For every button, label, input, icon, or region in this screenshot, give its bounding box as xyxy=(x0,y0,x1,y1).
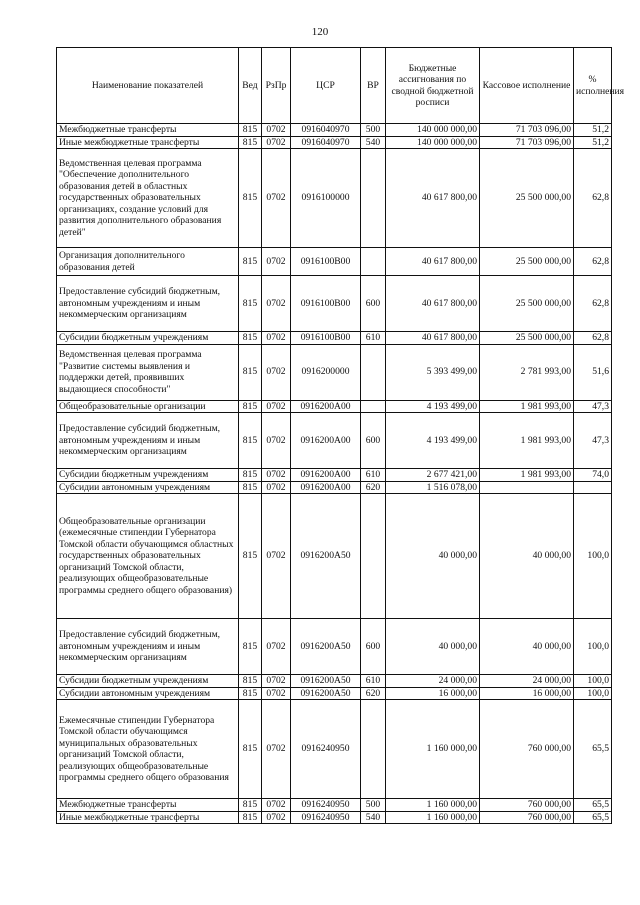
cell-rzpr: 0702 xyxy=(262,811,291,824)
cell-cash: 1 981 993,00 xyxy=(480,469,574,482)
cell-csr: 0916100В00 xyxy=(291,276,361,332)
table-row xyxy=(57,124,612,137)
cell-vr: 600 xyxy=(361,619,386,675)
cell-csr: 0916200А50 xyxy=(291,494,361,619)
cell-pct: 51,2 xyxy=(574,136,612,149)
table-row xyxy=(57,675,612,688)
cell-pct: 100,0 xyxy=(574,675,612,688)
cell-vr: 540 xyxy=(361,811,386,824)
cell-csr: 0916240950 xyxy=(291,811,361,824)
cell-cash xyxy=(480,481,574,494)
header-vr: ВР xyxy=(361,48,386,124)
cell-pct: 65,5 xyxy=(574,799,612,812)
cell-vr: 540 xyxy=(361,136,386,149)
cell-ved: 815 xyxy=(239,124,262,137)
table-row xyxy=(57,469,612,482)
table-row xyxy=(57,619,612,675)
cell-cash: 760 000,00 xyxy=(480,799,574,812)
cell-budget: 40 000,00 xyxy=(386,619,480,675)
cell-name: Ведомственная целевая программа "Развитие системы выявления и поддержки детей, проявивших выдающиеся способности" xyxy=(57,344,239,400)
cell-ved: 815 xyxy=(239,469,262,482)
cell-rzpr: 0702 xyxy=(262,248,291,276)
table-body xyxy=(57,124,612,824)
cell-ved: 815 xyxy=(239,344,262,400)
cell-ved: 815 xyxy=(239,149,262,248)
cell-ved: 815 xyxy=(239,687,262,700)
cell-ved: 815 xyxy=(239,700,262,799)
cell-pct: 100,0 xyxy=(574,687,612,700)
cell-vr xyxy=(361,344,386,400)
cell-csr: 0916200000 xyxy=(291,344,361,400)
cell-csr: 0916040970 xyxy=(291,136,361,149)
cell-budget: 1 160 000,00 xyxy=(386,799,480,812)
cell-rzpr: 0702 xyxy=(262,481,291,494)
cell-ved: 815 xyxy=(239,481,262,494)
cell-csr: 0916200А00 xyxy=(291,400,361,413)
cell-ved: 815 xyxy=(239,494,262,619)
cell-name: Межбюджетные трансферты xyxy=(57,799,239,812)
cell-vr xyxy=(361,700,386,799)
cell-csr: 0916200А00 xyxy=(291,413,361,469)
table-row xyxy=(57,494,612,619)
cell-csr: 0916240950 xyxy=(291,700,361,799)
cell-pct: 65,5 xyxy=(574,811,612,824)
table-row xyxy=(57,413,612,469)
cell-cash: 1 981 993,00 xyxy=(480,400,574,413)
header-budget: Бюджетные ассигнования по сводной бюджетной росписи xyxy=(386,48,480,124)
cell-csr: 0916100В00 xyxy=(291,332,361,345)
header-csr: ЦСР xyxy=(291,48,361,124)
cell-name: Субсидии бюджетным учреждениям xyxy=(57,675,239,688)
cell-name: Субсидии бюджетным учреждениям xyxy=(57,332,239,345)
table-row xyxy=(57,332,612,345)
cell-cash: 16 000,00 xyxy=(480,687,574,700)
cell-name: Иные межбюджетные трансферты xyxy=(57,136,239,149)
cell-rzpr: 0702 xyxy=(262,124,291,137)
cell-rzpr: 0702 xyxy=(262,413,291,469)
cell-budget: 1 516 078,00 xyxy=(386,481,480,494)
cell-csr: 0916040970 xyxy=(291,124,361,137)
cell-pct: 62,8 xyxy=(574,248,612,276)
cell-ved: 815 xyxy=(239,332,262,345)
cell-ved: 815 xyxy=(239,400,262,413)
cell-vr: 610 xyxy=(361,675,386,688)
cell-name: Предоставление субсидий бюджетным, автономным учреждениям и иным некоммерческим организациям xyxy=(57,619,239,675)
cell-cash: 1 981 993,00 xyxy=(480,413,574,469)
cell-vr xyxy=(361,494,386,619)
cell-cash: 25 500 000,00 xyxy=(480,276,574,332)
cell-rzpr: 0702 xyxy=(262,332,291,345)
cell-budget: 40 617 800,00 xyxy=(386,149,480,248)
cell-cash: 2 781 993,00 xyxy=(480,344,574,400)
cell-budget: 1 160 000,00 xyxy=(386,700,480,799)
cell-cash: 25 500 000,00 xyxy=(480,248,574,276)
cell-cash: 40 000,00 xyxy=(480,494,574,619)
cell-vr xyxy=(361,248,386,276)
cell-ved: 815 xyxy=(239,619,262,675)
cell-budget: 40 617 800,00 xyxy=(386,276,480,332)
cell-ved: 815 xyxy=(239,799,262,812)
cell-name: Межбюджетные трансферты xyxy=(57,124,239,137)
cell-cash: 24 000,00 xyxy=(480,675,574,688)
cell-csr: 0916200А50 xyxy=(291,619,361,675)
cell-name: Предоставление субсидий бюджетным, автономным учреждениям и иным некоммерческим организациям xyxy=(57,413,239,469)
cell-vr xyxy=(361,400,386,413)
cell-pct: 47,3 xyxy=(574,400,612,413)
cell-budget: 5 393 499,00 xyxy=(386,344,480,400)
cell-budget: 40 000,00 xyxy=(386,494,480,619)
cell-pct xyxy=(574,481,612,494)
cell-name: Общеобразовательные организации xyxy=(57,400,239,413)
cell-budget: 40 617 800,00 xyxy=(386,332,480,345)
cell-rzpr: 0702 xyxy=(262,149,291,248)
cell-ved: 815 xyxy=(239,248,262,276)
cell-name: Организация дополнительного образования детей xyxy=(57,248,239,276)
table-row xyxy=(57,136,612,149)
cell-ved: 815 xyxy=(239,276,262,332)
cell-cash: 760 000,00 xyxy=(480,700,574,799)
cell-rzpr: 0702 xyxy=(262,687,291,700)
cell-budget: 4 193 499,00 xyxy=(386,400,480,413)
cell-csr: 0916100000 xyxy=(291,149,361,248)
cell-vr: 500 xyxy=(361,799,386,812)
cell-cash: 25 500 000,00 xyxy=(480,332,574,345)
cell-cash: 760 000,00 xyxy=(480,811,574,824)
cell-budget: 4 193 499,00 xyxy=(386,413,480,469)
cell-rzpr: 0702 xyxy=(262,799,291,812)
cell-rzpr: 0702 xyxy=(262,700,291,799)
cell-budget: 16 000,00 xyxy=(386,687,480,700)
cell-budget: 140 000 000,00 xyxy=(386,136,480,149)
cell-budget: 2 677 421,00 xyxy=(386,469,480,482)
table-row xyxy=(57,400,612,413)
cell-name: Субсидии автономным учреждениям xyxy=(57,687,239,700)
cell-vr: 610 xyxy=(361,332,386,345)
cell-budget: 140 000 000,00 xyxy=(386,124,480,137)
table-row xyxy=(57,700,612,799)
header-cash: Кассовое исполнение xyxy=(480,48,574,124)
cell-vr xyxy=(361,149,386,248)
cell-pct: 74,0 xyxy=(574,469,612,482)
cell-vr: 600 xyxy=(361,276,386,332)
cell-budget: 1 160 000,00 xyxy=(386,811,480,824)
cell-rzpr: 0702 xyxy=(262,276,291,332)
page-number: 120 xyxy=(311,26,329,38)
cell-csr: 0916200А50 xyxy=(291,675,361,688)
cell-name: Общеобразовательные организации (ежемесячные стипендии Губернатора Томской области обучающимся областных государственных образовательных организаций Томской области, реализующих общеобразовательные программы среднего общего образования) xyxy=(57,494,239,619)
cell-rzpr: 0702 xyxy=(262,494,291,619)
cell-pct: 62,8 xyxy=(574,332,612,345)
cell-name: Субсидии бюджетным учреждениям xyxy=(57,469,239,482)
header-pct: % исполнения xyxy=(574,48,612,124)
cell-pct: 100,0 xyxy=(574,619,612,675)
table-row xyxy=(57,811,612,824)
cell-csr: 0916200А00 xyxy=(291,469,361,482)
cell-vr: 600 xyxy=(361,413,386,469)
cell-pct: 100,0 xyxy=(574,494,612,619)
cell-vr: 500 xyxy=(361,124,386,137)
cell-rzpr: 0702 xyxy=(262,469,291,482)
header-name: Наименование показателей xyxy=(57,48,239,124)
table-row xyxy=(57,149,612,248)
cell-ved: 815 xyxy=(239,675,262,688)
cell-rzpr: 0702 xyxy=(262,136,291,149)
cell-vr: 610 xyxy=(361,469,386,482)
cell-name: Предоставление субсидий бюджетным, автономным учреждениям и иным некоммерческим организациям xyxy=(57,276,239,332)
cell-csr: 0916200А00 xyxy=(291,481,361,494)
cell-rzpr: 0702 xyxy=(262,619,291,675)
cell-pct: 62,8 xyxy=(574,276,612,332)
table-row xyxy=(57,687,612,700)
cell-pct: 51,6 xyxy=(574,344,612,400)
cell-name: Ежемесячные стипендии Губернатора Томской области обучающимся муниципальных образовательных организаций Томской области, реализующих общеобразовательные программы среднего общего образования xyxy=(57,700,239,799)
cell-ved: 815 xyxy=(239,413,262,469)
cell-ved: 815 xyxy=(239,811,262,824)
cell-rzpr: 0702 xyxy=(262,344,291,400)
cell-name: Субсидии автономным учреждениям xyxy=(57,481,239,494)
cell-pct: 62,8 xyxy=(574,149,612,248)
cell-csr: 0916200А50 xyxy=(291,687,361,700)
table-row xyxy=(57,248,612,276)
cell-ved: 815 xyxy=(239,136,262,149)
cell-cash: 25 500 000,00 xyxy=(480,149,574,248)
cell-csr: 0916240950 xyxy=(291,799,361,812)
cell-cash: 40 000,00 xyxy=(480,619,574,675)
table-row xyxy=(57,276,612,332)
budget-execution-table xyxy=(56,47,625,824)
cell-pct: 65,5 xyxy=(574,700,612,799)
cell-pct: 47,3 xyxy=(574,413,612,469)
header-ved: Вед xyxy=(239,48,262,124)
cell-rzpr: 0702 xyxy=(262,400,291,413)
header-rzpr: РзПр xyxy=(262,48,291,124)
table-row xyxy=(57,344,612,400)
table-row xyxy=(57,799,612,812)
cell-name: Ведомственная целевая программа "Обеспечение дополнительного образования детей в областных государственных образовательных организациях, создание условий для развития дополнительного образования детей" xyxy=(57,149,239,248)
table-row xyxy=(57,481,612,494)
cell-cash: 71 703 096,00 xyxy=(480,124,574,137)
cell-pct: 51,2 xyxy=(574,124,612,137)
cell-csr: 0916100В00 xyxy=(291,248,361,276)
cell-cash: 71 703 096,00 xyxy=(480,136,574,149)
cell-rzpr: 0702 xyxy=(262,675,291,688)
cell-name: Иные межбюджетные трансферты xyxy=(57,811,239,824)
cell-vr: 620 xyxy=(361,687,386,700)
cell-vr: 620 xyxy=(361,481,386,494)
cell-budget: 24 000,00 xyxy=(386,675,480,688)
cell-budget: 40 617 800,00 xyxy=(386,248,480,276)
table-header-row xyxy=(57,48,612,124)
